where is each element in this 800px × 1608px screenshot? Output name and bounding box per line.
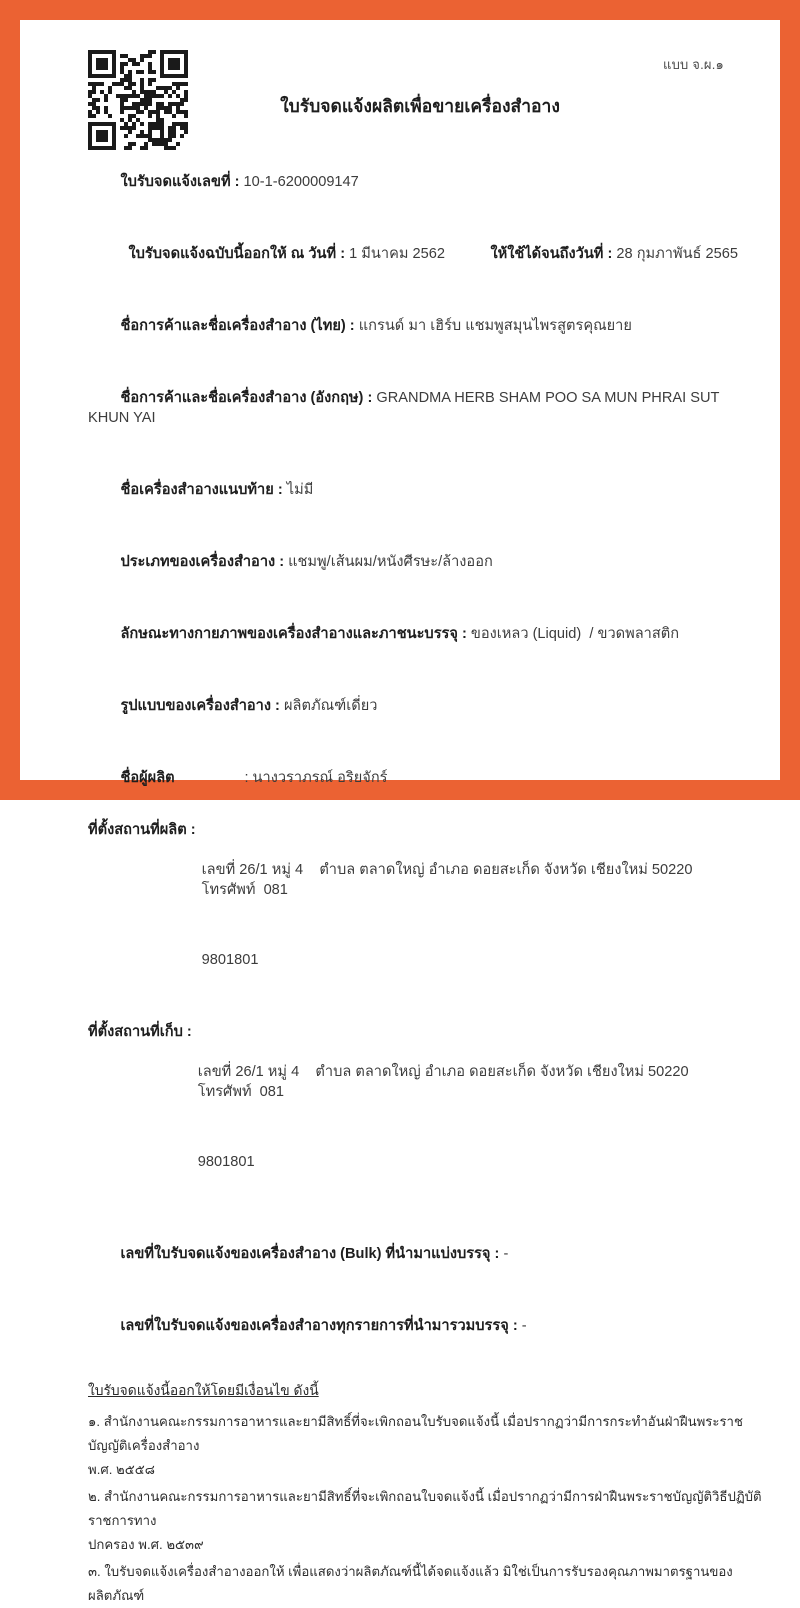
field-label: ประเภทของเครื่องสำอาง : — [120, 554, 285, 570]
field-storage-site — [88, 1022, 740, 1212]
field-label: เลขที่ใบรับจดแจ้งของเครื่องสำอาง (Bulk) ที่นำมาแบ่งบรรจุ : — [120, 1246, 500, 1262]
field-value: ของเหลว (Liquid) / ขวดพลาสติก — [470, 626, 680, 642]
field-label: เลขที่ใบรับจดแจ้งของเครื่องสำอางทุกรายการที่นำมารวมบรรจุ : — [120, 1318, 518, 1334]
field-combined-notification-number — [88, 1296, 740, 1356]
condition-item-1 — [88, 1410, 762, 1482]
field-value: 1 มีนาคม 2562 — [349, 246, 445, 262]
field-label: ให้ใช้ได้จนถึงวันที่ : — [490, 246, 613, 262]
field-trade-name-thai — [88, 296, 740, 356]
condition-line: ๑. สำนักงานคณะกรรมการอาหารและยามีสิทธิ์ที่จะเพิกถอนใบรับจดแจ้งนี้ เมื่อปรากฏว่ามีการกระทำอันฝ่าฝืนพระราชบัญญัติเครื่องสำอาง — [88, 1414, 743, 1453]
field-label: ชื่อการค้าและชื่อเครื่องสำอาง (อังกฤษ) : — [120, 390, 373, 406]
field-value: แกรนด์ มา เฮิร์บ แชมพูสมุนไพรสูตรคุณยาย — [358, 318, 632, 334]
field-label: ชื่อการค้าและชื่อเครื่องสำอาง (ไทย) : — [120, 318, 355, 334]
field-expiry-date — [450, 224, 738, 284]
field-registration-number — [88, 152, 740, 212]
address-line-1: เลขที่ 26/1 หมู่ 4 ตำบล ตลาดใหญ่ อำเภอ ดอยสะเก็ด จังหวัด เชียงใหม่ 50220 โทรศัพท์ 081 — [197, 1064, 693, 1100]
field-label: ชื่อเครื่องสำอางแนบท้าย : — [120, 482, 283, 498]
field-trade-name-english — [88, 368, 740, 448]
field-value: - — [521, 1318, 527, 1334]
field-label: ใบรับจดแจ้งฉบับนี้ออกให้ ณ วันที่ : — [128, 246, 346, 262]
form-code: แบบ จ.ผ.๑ — [662, 57, 724, 72]
address-line-1: เลขที่ 26/1 หมู่ 4 ตำบล ตลาดใหญ่ อำเภอ ดอยสะเก็ด จังหวัด เชียงใหม่ 50220 โทรศัพท์ 081 — [201, 862, 697, 898]
field-value: 10-1-6200009147 — [243, 174, 359, 190]
field-producer-name — [88, 748, 740, 808]
address-line-2: 9801801 — [197, 1154, 255, 1170]
field-cosmetic-category — [88, 532, 740, 592]
field-bulk-notification-number — [88, 1224, 740, 1284]
field-value: : นางวราภรณ์ อริยจักร์ — [244, 770, 388, 786]
fields-section — [88, 152, 740, 1356]
field-value: แชมพู/เส้นผม/หนังศีรษะ/ล้างออก — [288, 554, 493, 570]
field-value: ไม่มี — [286, 482, 314, 498]
field-label: ลักษณะทางกายภาพของเครื่องสำอางและภาชนะบรรจุ : — [120, 626, 467, 642]
field-label: ชื่อผู้ผลิต — [120, 770, 175, 786]
field-value: - — [503, 1246, 509, 1262]
field-value: 28 กุมภาพันธ์ 2565 — [616, 246, 738, 262]
field-label: รูปแบบของเครื่องสำอาง : — [120, 698, 280, 714]
page-title: ใบรับจดแจ้งผลิตเพื่อขายเครื่องสำอาง — [280, 96, 560, 116]
condition-line: ๒. สำนักงานคณะกรรมการอาหารและยามีสิทธิ์ที่จะเพิกถอนใบจดแจ้งนี้ เมื่อปรากฏว่ามีการฝ่าฝืนพระราชบัญญัติวิธีปฏิบัติราชการทาง — [88, 1489, 762, 1528]
condition-item-2 — [88, 1485, 762, 1557]
field-value — [202, 820, 740, 1010]
conditions-section — [88, 1380, 762, 1608]
field-label: ที่ตั้งสถานที่เก็บ : — [88, 1024, 192, 1040]
conditions-heading: ใบรับจดแจ้งนี้ออกให้โดยมีเงื่อนไข ดังนี้ — [88, 1383, 319, 1398]
condition-item-3 — [88, 1560, 762, 1608]
field-value — [198, 1022, 740, 1212]
field-dates — [88, 224, 740, 284]
condition-line: พ.ศ. ๒๕๕๘ — [88, 1462, 155, 1477]
field-physical-characteristics — [88, 604, 740, 664]
field-label: ใบรับจดแจ้งเลขที่ : — [120, 174, 240, 190]
field-cosmetic-format — [88, 676, 740, 736]
condition-line: ๓. ใบรับจดแจ้งเครื่องสำอางออกให้ เพื่อแสดงว่าผลิตภัณฑ์นี้ได้จดแจ้งแล้ว มิใช่เป็นการรับรองคุณภาพมาตรฐานของผลิตภัณฑ์ — [88, 1564, 733, 1603]
field-label: ที่ตั้งสถานที่ผลิต : — [88, 822, 196, 838]
field-value: GRANDMA HERB SHAM POO SA MUN PHRAI SUT KHUN YAI — [88, 390, 724, 426]
certificate-document — [20, 20, 780, 1603]
address-line-2: 9801801 — [201, 952, 259, 968]
condition-line: ปกครอง พ.ศ. ๒๕๓๙ — [88, 1537, 204, 1552]
field-attached-name — [88, 460, 740, 520]
field-issue-date — [88, 224, 450, 284]
field-value: ผลิตภัณฑ์เดี่ยว — [283, 698, 378, 714]
field-manufacturing-site — [88, 820, 740, 1010]
